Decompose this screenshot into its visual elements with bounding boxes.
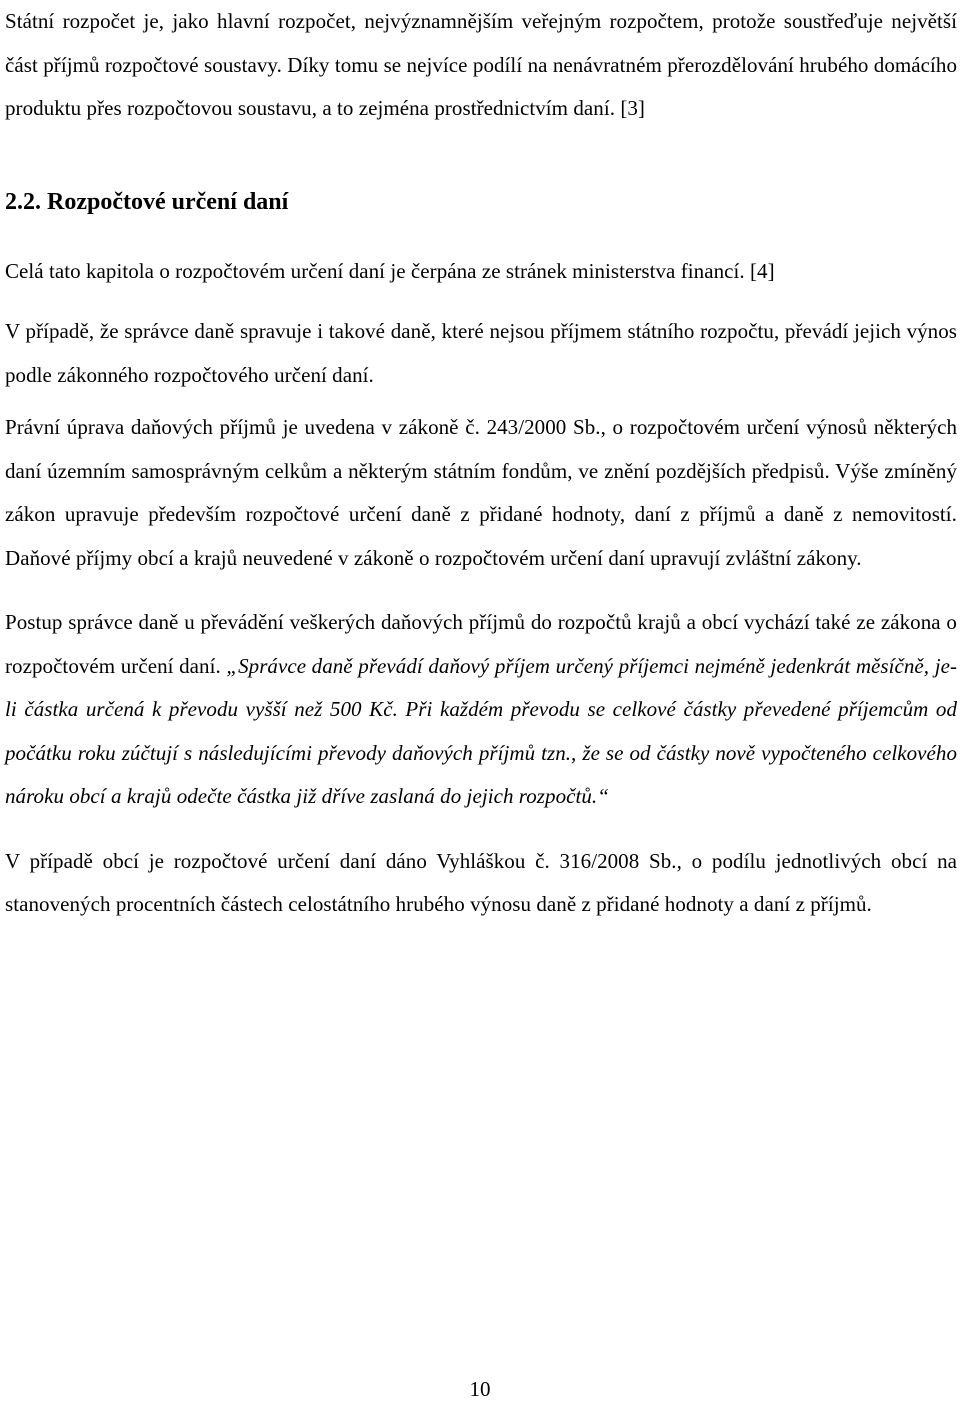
transfer-procedure-lead: Postup správce daně u převádění veškerých daňových příjmů do rozpočtů krajů a obcí vychází také ze zákona o rozpočtovém určení daní.: [5, 610, 957, 678]
municipality-paragraph: V případě obcí je rozpočtové určení daní dáno Vyhláškou č. 316/2008 Sb., o podílu jednotlivých obcí na stanovených procentních částech celostátního hrubého výnosu daně z přidané hodnoty a daní z příjmů.: [5, 848, 957, 916]
tax-transfer-paragraph: V případě, že správce daně spravuje i takové daně, které nejsou příjmem státního rozpočtu, převádí jejich výnos podle zákonného rozpočtového určení daní.: [5, 319, 957, 387]
source-paragraph: Celá tato kapitola o rozpočtovém určení daní je čerpána ze stránek ministerstva financí. [4]: [5, 258, 775, 283]
intro-paragraph: Státní rozpočet je, jako hlavní rozpočet, nejvýznamnějším veřejným rozpočtem, protože soustřeďuje největší část příjmů rozpočtové soustavy. Díky tomu se nejvíce podílí na nenávratném přerozdělování hrubého domácího produktu přes rozpočtovou soustavu, a to zejména prostřednictvím daní. [3]: [5, 9, 957, 120]
transfer-procedure-paragraph: [5, 601, 957, 819]
law-quotation: „Správce daně převádí daňový příjem určený příjemci nejméně jedenkrát měsíčně, je-li částka určená k převodu vyšší než 500 Kč. Při každém převodu se celkové částky převedené příjemcům od počátku roku zúčtují s následujícími převody daňových příjmů tzn., že se od částky nově vypočteného celkového nároku obcí a krajů odečte částka již dříve zaslaná do jejich rozpočtů.“: [5, 653, 957, 808]
section-heading: 2.2. Rozpočtové určení daní: [5, 188, 289, 215]
page-number: 10: [469, 1377, 491, 1401]
document-page: [5, 0, 957, 927]
legal-regulation-paragraph: Právní úprava daňových příjmů je uvedena v zákoně č. 243/2000 Sb., o rozpočtovém určení výnosů některých daní územním samosprávným celkům a některým státním fondům, ve znění pozdějších předpisů. Výše zmíněný zákon upravuje především rozpočtové určení daně z přidané hodnoty, daní z příjmů a daně z nemovitostí. Daňové příjmy obcí a krajů neuvedené v zákoně o rozpočtovém určení daní upravují zvláštní zákony.: [5, 415, 957, 570]
